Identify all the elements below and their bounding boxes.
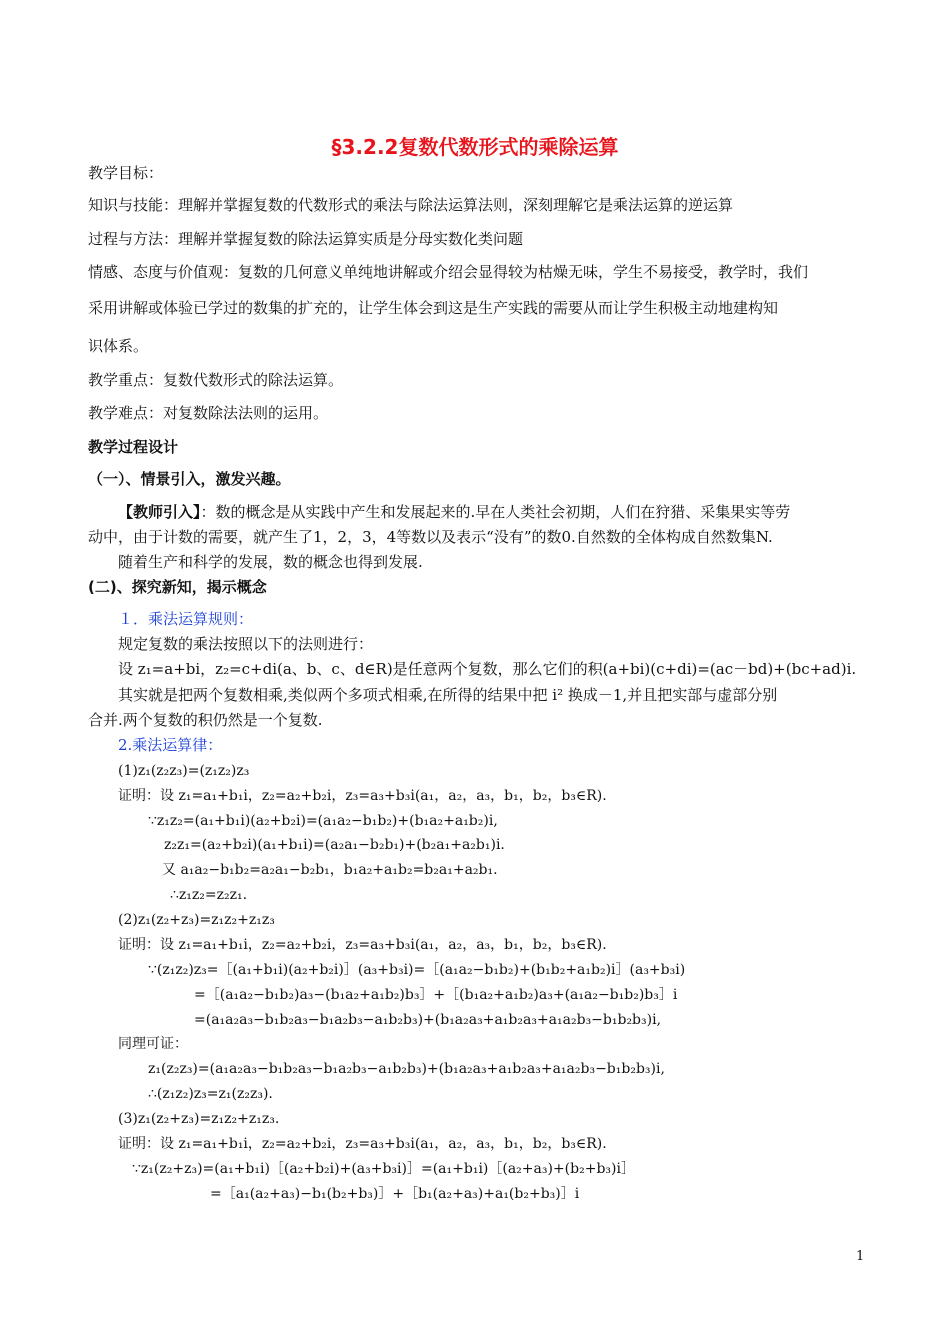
mult-rule-heading: １．乘法运算规则： [118,610,254,628]
mult-explain-line2: 合并.两个复数的积仍然是一个复数. [88,711,323,729]
difficulty: 教学难点：对复数除法法则的运用。 [88,404,329,422]
law1-proof-line4: ∴z₁z₂=z₂z₁. [170,887,248,903]
objectives-heading: 教学目标： [88,164,164,182]
law3-proof-line2: =［a₁(a₂+a₃)−b₁(b₂+b₃)］+［b₁(a₂+a₃)+a₁(b₂+b₃)］i [210,1186,580,1202]
objective-process: 过程与方法：理解并掌握复数的除法运算实质是分母实数化类问题 [88,230,524,248]
law2-proof-line5: ∴(z₁z₂)z₃=z₁(z₂z₃). [148,1086,273,1102]
objective-knowledge: 知识与技能：理解并掌握复数的代数形式的乘法与除法运算法则，深刻理解它是乘法运算的逆运算 [88,196,734,214]
mult-rule-intro: 规定复数的乘法按照以下的法则进行： [118,635,374,653]
intro-line2: 动中，由于计数的需要，就产生了1，2，3，4等数以及表示“没有”的数0.自然数的全体构成自然数集N. [88,528,773,546]
mult-rule-formula: 设 z₁=a+bi，z₂=c+di(a、b、c、d∈R)是任意两个复数，那么它们的积(a+bi)(c+di)=(ac－bd)+(bc+ad)i. [118,660,857,678]
law2-proof-line2: =［(a₁a₂−b₁b₂)a₃−(b₁a₂+a₁b₂)b₃］+［(b₁a₂+a₁b₂)a₃+(a₁a₂−b₁b₂)b₃］i [194,987,678,1003]
law1: (1)z₁(z₂z₃)=(z₁z₂)z₃ [118,763,250,779]
section1-heading: （一）、情景引入，激发兴趣。 [88,470,291,488]
law3-proof-line1: ∵z₁(z₂+z₃)=(a₁+b₁i)［(a₂+b₂i)+(a₃+b₃i)］=(a₁+b₁i)［(a₂+a₃)+(b₂+b₃)i］ [132,1161,635,1177]
process-design-heading: 教学过程设计 [88,438,179,456]
law3: (3)z₁(z₂+z₃)=z₁z₂+z₁z₃. [118,1111,280,1127]
objective-emotion-line3: 识体系。 [88,337,149,355]
mult-laws-heading: 2.乘法运算律： [118,736,223,754]
page-number: 1 [856,1249,865,1264]
law1-proof-line3: 又 a₁a₂−b₁b₂=a₂a₁−b₂b₁，b₁a₂+a₁b₂=b₂a₁+a₂b₁. [162,862,498,878]
section2-heading: (二)、探究新知，揭示概念 [88,578,267,596]
objective-emotion-line2: 采用讲解或体验已学过的数集的扩充的，让学生体会到这是生产实践的需要从而让学生积极主动地建构知 [88,299,779,317]
page-title: §3.2.2复数代数形式的乘除运算 [331,135,619,159]
mult-explain-line1: 其实就是把两个复数相乘,类似两个多项式相乘,在所得的结果中把 i² 换成－1,并且把实部与虚部分别 [118,686,778,704]
intro-line3: 随着生产和科学的发展，数的概念也得到发展. [118,553,423,571]
law2-proof-line1: ∵(z₁z₂)z₃=［(a₁+b₁i)(a₂+b₂i)］(a₃+b₃i)=［(a₁a₂−b₁b₂)+(b₁b₂+a₁b₂)i］(a₃+b₃i) [148,962,686,978]
law2-proof-line4: z₁(z₂z₃)=(a₁a₂a₃−b₁b₂a₃−b₁a₂b₃−a₁b₂b₃)+(b₁a₂a₃+a₁b₂a₃+a₁a₂b₃−b₁b₂b₃)i, [148,1061,665,1077]
law2: (2)z₁(z₂+z₃)=z₁z₂+z₁z₃ [118,912,275,928]
intro-text1: ：数的概念是从实践中产生和发展起来的.早在人类社会初期，人们在狩猎、采集果实等劳 [200,503,791,521]
teacher-intro-label: 【教师引入】 [118,503,201,521]
law2-proof-setup: 证明：设 z₁=a₁+b₁i，z₂=a₂+b₂i，z₃=a₃+b₃i(a₁，a₂，a₃，b₁，b₂，b₃∈R). [118,937,607,953]
key-point: 教学重点：复数代数形式的除法运算。 [88,371,344,389]
law1-proof-line1: ∵z₁z₂=(a₁+b₁i)(a₂+b₂i)=(a₁a₂−b₁b₂)+(b₁a₂+a₁b₂)i, [148,813,498,829]
objective-emotion-line1: 情感、态度与价值观：复数的几何意义单纯地讲解或介绍会显得较为枯燥无味，学生不易接受，教学时，我们 [88,263,809,281]
law1-proof-setup: 证明：设 z₁=a₁+b₁i，z₂=a₂+b₂i，z₃=a₃+b₃i(a₁，a₂，a₃，b₁，b₂，b₃∈R). [118,788,607,804]
law2-proof-line3: =(a₁a₂a₃−b₁b₂a₃−b₁a₂b₃−a₁b₂b₃)+(b₁a₂a₃+a₁b₂a₃+a₁a₂b₃−b₁b₂b₃)i, [194,1012,662,1028]
intro-line1 [118,503,790,521]
law3-proof-setup: 证明：设 z₁=a₁+b₁i，z₂=a₂+b₂i，z₃=a₃+b₃i(a₁，a₂，a₃，b₁，b₂，b₃∈R). [118,1136,607,1152]
similarly-label: 同理可证： [118,1036,188,1052]
law1-proof-line2: z₂z₁=(a₂+b₂i)(a₁+b₁i)=(a₂a₁−b₂b₁)+(b₂a₁+a₂b₁)i. [164,837,505,853]
